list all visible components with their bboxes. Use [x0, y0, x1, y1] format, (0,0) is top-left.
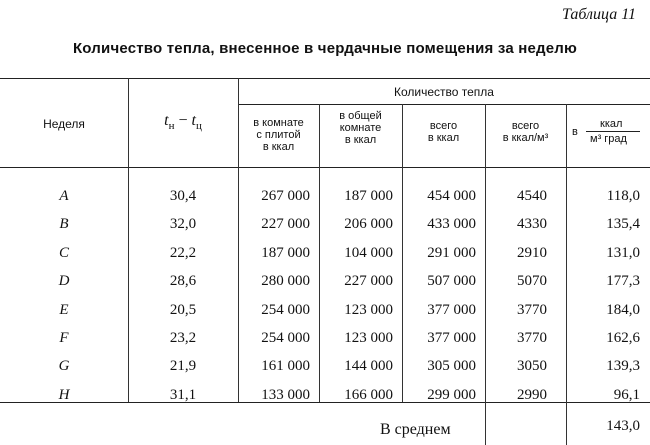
cell-total-per-m3: 5070: [517, 273, 547, 290]
cell-total-per-m3: 3770: [517, 330, 547, 346]
header-top-rule: [0, 78, 650, 79]
cell-temp-diff: 23,2: [169, 330, 197, 346]
cell-per-m3-deg: 96,1: [613, 386, 640, 403]
cell-total-per-m3: 4330: [517, 216, 547, 233]
cell-total: 291 000: [427, 244, 476, 261]
cell-per-m3-deg: 118,0: [606, 188, 640, 204]
cell-week: C: [58, 244, 69, 261]
cell-week: A: [59, 188, 69, 204]
cell-temp-diff: 28,6: [169, 273, 197, 290]
cell-common-room: 144 000: [344, 358, 393, 375]
header-bottom-rule: [0, 167, 650, 168]
header-room-with-stove: в комнате с плитой в ккал: [253, 117, 304, 153]
cell-total: 454 000: [427, 188, 476, 204]
cell-total: 299 000: [427, 386, 476, 403]
cell-per-m3-deg: 177,3: [606, 273, 640, 290]
cell-room-with-stove: 254 000: [261, 330, 310, 346]
cell-temp-diff: 30,4: [169, 188, 197, 204]
table-number: Таблица 11: [562, 6, 636, 23]
cell-temp-diff: 32,0: [169, 216, 197, 233]
header-total-per-m3: всего в ккал/м³: [502, 120, 549, 144]
average-label: В среднем: [380, 421, 451, 438]
cell-common-room: 166 000: [344, 386, 393, 403]
cell-week: H: [58, 386, 70, 403]
cell-total-per-m3: 3770: [517, 301, 547, 318]
table-caption: Количество тепла, внесенное в чердачные помещения за неделю: [72, 40, 578, 57]
cell-week: D: [58, 273, 70, 290]
cell-temp-diff: 22,2: [169, 244, 197, 261]
cell-temp-diff: 31,1: [169, 386, 197, 403]
cell-total: 433 000: [427, 216, 476, 233]
cell-per-m3-deg: 131,0: [606, 244, 640, 261]
cell-total: 377 000: [427, 301, 476, 318]
cell-week: E: [59, 301, 69, 318]
header-total: всего в ккал: [427, 120, 460, 144]
fraction-bar: [586, 131, 640, 132]
cell-temp-diff: 21,9: [169, 358, 197, 375]
cell-common-room: 123 000: [344, 301, 393, 318]
cell-per-m3-deg: 184,0: [606, 301, 640, 318]
cell-room-with-stove: 161 000: [261, 358, 310, 375]
cell-total-per-m3: 4540: [517, 188, 547, 204]
cell-total: 507 000: [427, 273, 476, 290]
average-value: 143,0: [606, 418, 640, 434]
cell-week: F: [59, 330, 69, 346]
cell-room-with-stove: 133 000: [261, 386, 310, 403]
header-common-room: в общей комнате в ккал: [339, 110, 382, 146]
cell-common-room: 227 000: [344, 273, 393, 290]
cell-room-with-stove: 254 000: [261, 301, 310, 318]
header-temp-diff: $t_н - t_ц$: [164, 112, 202, 133]
header-week: Неделя: [43, 117, 85, 131]
cell-common-room: 104 000: [344, 244, 393, 261]
cell-common-room: 187 000: [344, 188, 393, 204]
group-header-rule: [238, 104, 650, 105]
cell-common-room: 206 000: [344, 216, 393, 233]
cell-room-with-stove: 280 000: [261, 273, 310, 290]
cell-per-m3-deg: 162,6: [606, 330, 640, 346]
cell-common-room: 123 000: [344, 330, 393, 346]
cell-room-with-stove: 187 000: [261, 244, 310, 261]
cell-total-per-m3: 3050: [517, 358, 547, 375]
cell-week: G: [58, 358, 70, 375]
cell-per-m3-deg: 139,3: [606, 358, 640, 375]
cell-temp-diff: 20,5: [169, 301, 197, 318]
cell-total-per-m3: 2910: [517, 244, 547, 261]
cell-total: 377 000: [427, 330, 476, 346]
header-heat-group: Количество тепла: [394, 85, 494, 99]
cell-per-m3-deg: 135,4: [606, 216, 640, 233]
cell-room-with-stove: 267 000: [261, 188, 310, 204]
cell-total: 305 000: [427, 358, 476, 375]
cell-room-with-stove: 227 000: [261, 216, 310, 233]
cell-week: B: [59, 216, 69, 233]
cell-total-per-m3: 2990: [517, 386, 547, 403]
